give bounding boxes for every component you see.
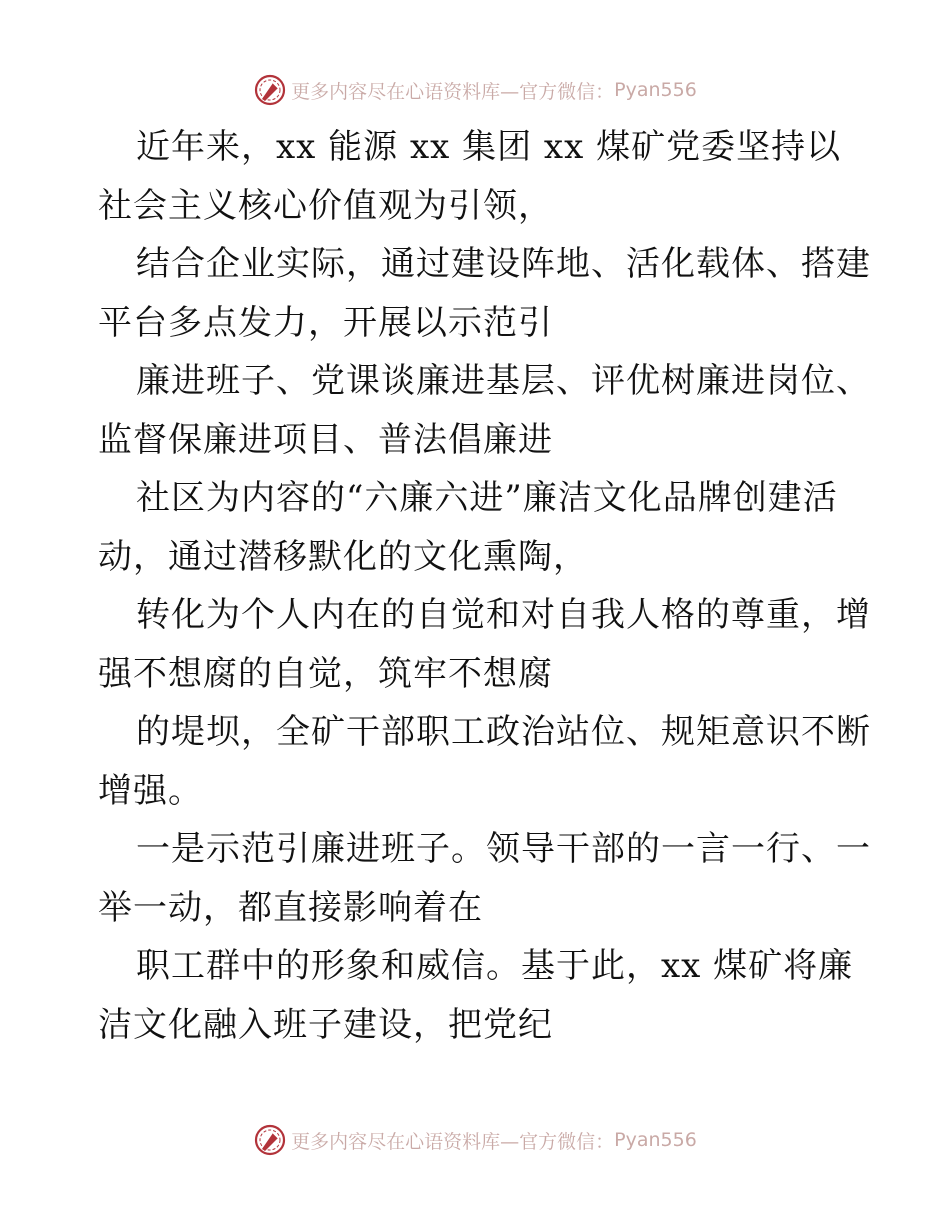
body-text-line: 职工群中的形象和威信。基于此，xx 煤矿将廉	[136, 946, 854, 986]
body-text-line: 一是示范引廉进班子。领导干部的一言一行、一	[136, 829, 871, 869]
watermark-wechat-id: Pyan556	[614, 79, 697, 101]
watermark-wechat-id: Pyan556	[614, 1129, 697, 1151]
body-text-line: 动，通过潜移默化的文化熏陶，	[98, 536, 588, 577]
header-watermark	[0, 70, 950, 110]
body-text-line: 结合企业实际，通过建设阵地、活化载体、搭建	[136, 244, 871, 284]
document-body	[98, 118, 871, 1054]
body-text-line: 近年来，xx 能源 xx 集团 xx 煤矿党委坚持以	[136, 127, 842, 167]
body-text-line: 廉进班子、党课谈廉进基层、评优树廉进岗位、	[136, 361, 871, 401]
pen-nib-logo-icon	[253, 1123, 287, 1157]
body-text-line: 社会主义核心价值观为引领，	[98, 185, 553, 226]
body-text-line: 的堤坝，全矿干部职工政治站位、规矩意识不断	[136, 712, 871, 752]
watermark-text: 更多内容尽在心语资料库—官方微信：	[291, 1130, 615, 1153]
body-text-line: 增强。	[98, 770, 203, 811]
pen-nib-logo-icon	[253, 73, 287, 107]
body-text-line: 监督保廉进项目、普法倡廉进	[98, 419, 553, 460]
body-text-line: 转化为个人内在的自觉和对自我人格的尊重，增	[136, 595, 871, 635]
footer-watermark	[0, 1120, 950, 1160]
body-text-line: 社区为内容的“六廉六进”廉洁文化品牌创建活	[136, 478, 838, 518]
body-text-line: 举一动，都直接影响着在	[98, 887, 483, 928]
body-text-line: 洁文化融入班子建设，把党纪	[98, 1004, 553, 1045]
watermark-text: 更多内容尽在心语资料库—官方微信：	[291, 80, 615, 103]
body-text-line: 平台多点发力，开展以示范引	[98, 302, 553, 343]
body-text-line: 强不想腐的自觉，筑牢不想腐	[98, 653, 553, 694]
